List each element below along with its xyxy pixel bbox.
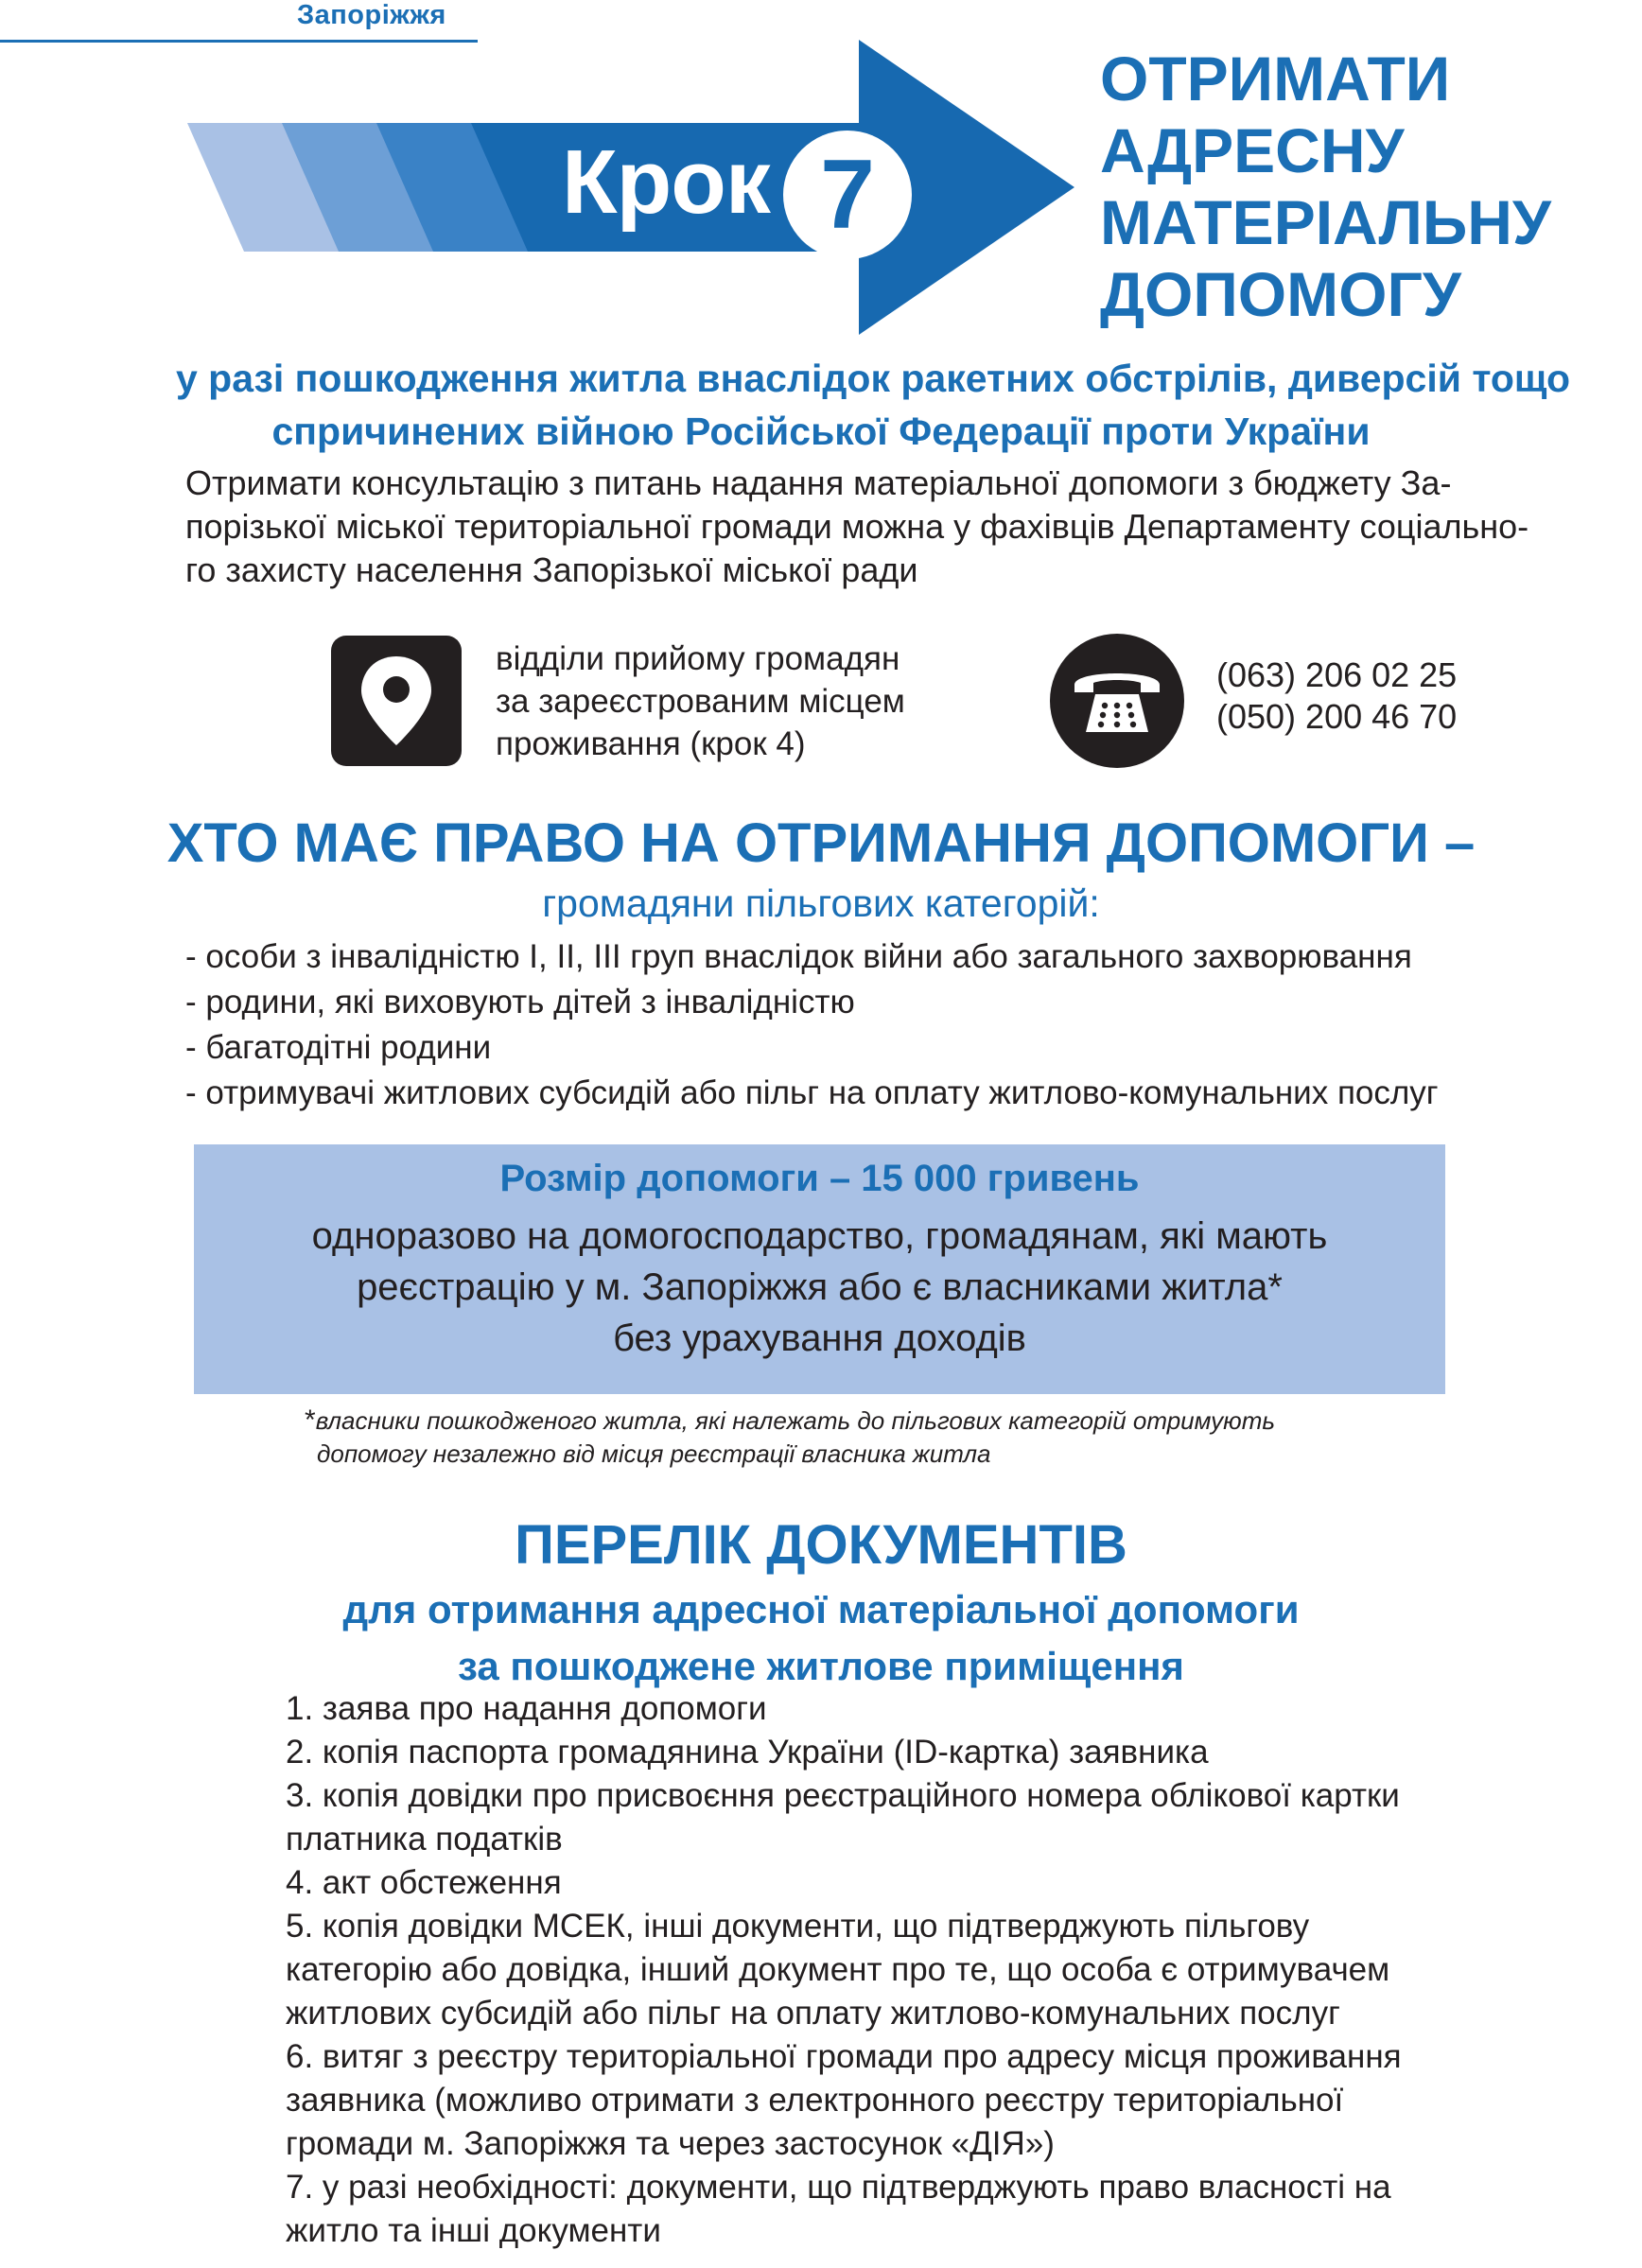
amount-line: без урахування доходів bbox=[613, 1317, 1026, 1359]
eligibility-subtitle: громадяни пільгових категорій: bbox=[542, 881, 1100, 925]
intro-line: го захисту населення Запорізької міської ради bbox=[185, 550, 918, 589]
step-arrow-graphic bbox=[0, 0, 1097, 340]
city-name: Запоріжжя bbox=[297, 0, 446, 30]
reception-info bbox=[496, 637, 905, 765]
list-item: житлових субсидій або пільг на оплату житлово-комунальних послуг bbox=[286, 1995, 1340, 2032]
list-item: житло та інші документи bbox=[286, 2212, 661, 2249]
documents-subtitle bbox=[0, 1581, 1642, 1695]
list-item: 7. у разі необхідності: документи, що підтверджують право власності на bbox=[286, 2169, 1391, 2206]
amount-details bbox=[194, 1211, 1445, 1364]
phone-number[interactable]: (050) 200 46 70 bbox=[1216, 697, 1458, 736]
eligibility-list bbox=[185, 934, 1439, 1116]
list-item: 3. копія довідки про присвоєння реєстраційного номера облікової картки bbox=[286, 1777, 1400, 1814]
step-number-badge: 7 bbox=[783, 131, 912, 259]
page-subtitle bbox=[0, 352, 1642, 458]
intro-paragraph bbox=[185, 462, 1633, 592]
list-item: - отримувачі житлових субсидій або пільг на оплату житлово-комунальних послуг bbox=[185, 1074, 1439, 1111]
list-item: категорію або довідка, інший документ про те, що особа є отримувачем bbox=[286, 1951, 1390, 1988]
page-headline bbox=[1100, 43, 1551, 330]
amount-line: реєстрацію у м. Запоріжжя або є власниками житла* bbox=[357, 1266, 1283, 1308]
documents-list bbox=[286, 1687, 1610, 2253]
step-label: Крок bbox=[562, 131, 770, 233]
documents-subtitle-line: для отримання адресної матеріальної допомоги bbox=[342, 1587, 1300, 1631]
list-item: громади м. Запоріжжя та через застосунок «ДІЯ») bbox=[286, 2125, 1055, 2162]
footnote-line: власники пошкодженого житла, які належать до пільгових категорій отримують bbox=[315, 1406, 1276, 1435]
headline-line: ОТРИМАТИ bbox=[1100, 44, 1451, 113]
list-item: 5. копія довідки МСЕК, інші документи, що підтверджують пільгову bbox=[286, 1908, 1310, 1945]
list-item: заявника (можливо отримати з електронного реєстру територіальної bbox=[286, 2082, 1344, 2119]
amount-line: одноразово на домогосподарство, громадянам, які мають bbox=[311, 1215, 1328, 1257]
footnote-line: допомогу незалежно від місця реєстрації власника житла bbox=[317, 1439, 991, 1468]
telephone-icon bbox=[1050, 634, 1184, 768]
phone-numbers bbox=[1216, 654, 1457, 738]
reception-line: проживання (крок 4) bbox=[496, 725, 806, 762]
footnote bbox=[305, 1404, 1275, 1471]
intro-line: порізької міської територіальної громади можна у фахівців Департаменту соціально- bbox=[185, 507, 1529, 546]
list-item: - багатодітні родини bbox=[185, 1029, 492, 1066]
phone-number[interactable]: (063) 206 02 25 bbox=[1216, 655, 1458, 694]
intro-line: Отримати консультацію з питань надання матеріальної допомоги з бюджету За- bbox=[185, 463, 1452, 502]
headline-line: МАТЕРІАЛЬНУ bbox=[1100, 187, 1551, 257]
headline-line: АДРЕСНУ bbox=[1100, 115, 1405, 185]
reception-line: за зареєстрованим місцем bbox=[496, 683, 905, 720]
documents-title: ПЕРЕЛІК ДОКУМЕНТІВ bbox=[515, 1514, 1127, 1576]
map-pin-icon bbox=[331, 636, 462, 766]
subtitle-line: спричинених війною Російської Федерації проти України bbox=[271, 410, 1371, 453]
list-item: платника податків bbox=[286, 1821, 563, 1858]
eligibility-title: ХТО МАЄ ПРАВО НА ОТРИМАННЯ ДОПОМОГИ – bbox=[166, 812, 1476, 874]
list-item: 2. копія паспорта громадянина України (ID-картка) заявника bbox=[286, 1734, 1209, 1771]
subtitle-line: у разі пошкодження житла внаслідок ракетних обстрілів, диверсій тощо bbox=[175, 357, 1571, 400]
footnote-star: * bbox=[305, 1404, 316, 1436]
documents-subtitle-line: за пошкоджене житлове приміщення bbox=[458, 1644, 1184, 1688]
list-item: - особи з інвалідністю І, ІІ, ІІІ груп внаслідок війни або загального захворювання bbox=[185, 938, 1412, 975]
list-item: 6. витяг з реєстру територіальної громади про адресу місця проживання bbox=[286, 2038, 1402, 2075]
headline-line: ДОПОМОГУ bbox=[1100, 259, 1461, 329]
list-item: - родини, які виховують дітей з інвалідністю bbox=[185, 984, 855, 1021]
reception-line: відділи прийому громадян bbox=[496, 640, 900, 677]
amount-title: Розмір допомоги – 15 000 гривень bbox=[499, 1158, 1140, 1199]
list-item: 1. заява про надання допомоги bbox=[286, 1690, 767, 1727]
list-item: 4. акт обстеження bbox=[286, 1864, 562, 1901]
